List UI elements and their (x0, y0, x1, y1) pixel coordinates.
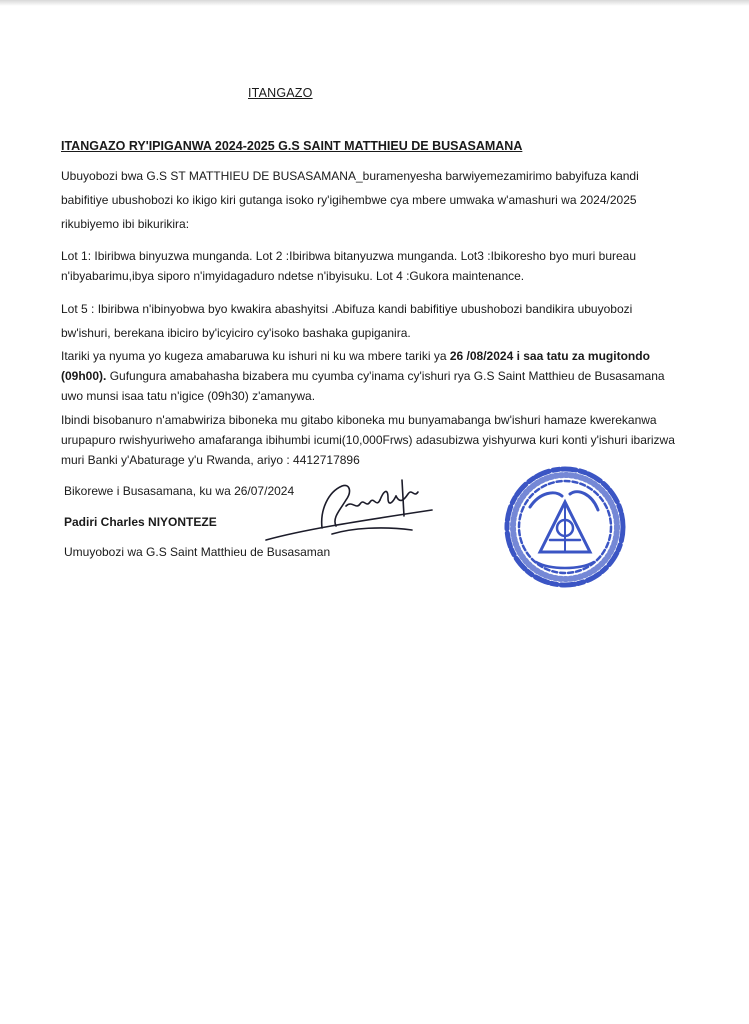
deadline-line-2 (61, 366, 691, 386)
intro-line-2: babifitiye ubushobozi ko ikigo kiri gutanga isoko ry'igihembwe cya mbere umwaka w'amashuri wa 2024/2025 (61, 193, 637, 207)
deadline-paragraph (61, 346, 691, 406)
info-line-3: muri Banki y'Abaturage y'u Rwanda, ariyo : 4412717896 (61, 453, 360, 467)
document-title: ITANGAZO (248, 86, 313, 100)
info-paragraph (61, 410, 691, 470)
signatory-role: Umuyobozi wa G.S Saint Matthieu de Busasaman (64, 545, 331, 559)
lots-paragraph (61, 246, 691, 286)
intro-line-3: rikubiyemo ibi bikurikira: (61, 217, 190, 231)
deadline-date: 26 /08/2024 i saa tatu za mugitondo (449, 349, 650, 363)
lots-line-2: n'ibyabarimu,ibya siporo n'imyidagaduro ndetse n'ibyisuku. Lot 4 :Gukora maintenance. (61, 269, 525, 283)
deadline-line-2-text: Gufungura amabahasha bizabera mu cyumba cy'inama cy'ishuri rya G.S Saint Matthieu de Busasamana (106, 369, 665, 383)
document-subtitle: ITANGAZO RY'IPIGANWA 2024-2025 G.S SAINT MATTHIEU DE BUSASAMANA (61, 139, 523, 153)
lot5-paragraph (61, 297, 691, 345)
deadline-line-1-text: Itariki ya nyuma yo kugeza amabaruwa ku ishuri ni ku wa mbere tariki ya (61, 349, 450, 363)
lot5-line-2: bw'ishuri, berekana ibiciro by'icyiciro cy'isoko bashaka gupiganira. (61, 326, 411, 340)
handwritten-signature-icon (262, 470, 442, 560)
deadline-line-3: uwo munsi isaa tatu n'igice (09h30) z'amanywa. (61, 389, 316, 403)
lot5-line-1: Lot 5 : Ibiribwa n'ibinyobwa byo kwakira abashyitsi .Abifuza kandi babifitiye ubushobozi bandikira ubuyobozi (61, 302, 633, 316)
info-line-1: Ibindi bisobanuro n'amabwiriza biboneka mu gitabo kiboneka mu bunyamabanga bw'ishuri hamaze kwerekanwa (61, 413, 657, 427)
signatory-name: Padiri Charles NIYONTEZE (64, 515, 217, 529)
scan-edge (0, 0, 749, 6)
school-seal-stamp-icon (500, 462, 630, 592)
intro-paragraph (61, 164, 691, 236)
info-line-2: urupapuro rwishyuriweho amafaranga ibihumbi icumi(10,000Frws) adasubizwa yishyurwa kuri konti y'ishuri ibarizwa (61, 433, 675, 447)
deadline-time: (09h00). (61, 369, 107, 383)
place-date: Bikorewe i Busasamana, ku wa 26/07/2024 (64, 484, 295, 498)
deadline-line-1 (61, 346, 691, 366)
lots-line-1: Lot 1: Ibiribwa binyuzwa munganda. Lot 2 :Ibiribwa bitanyuzwa munganda. Lot3 :Ibikoresho byo muri bureau (61, 249, 637, 263)
intro-line-1: Ubuyobozi bwa G.S ST MATTHIEU DE BUSASAMANA_buramenyesha barwiyemezamirimo babyifuza kandi (61, 169, 639, 183)
